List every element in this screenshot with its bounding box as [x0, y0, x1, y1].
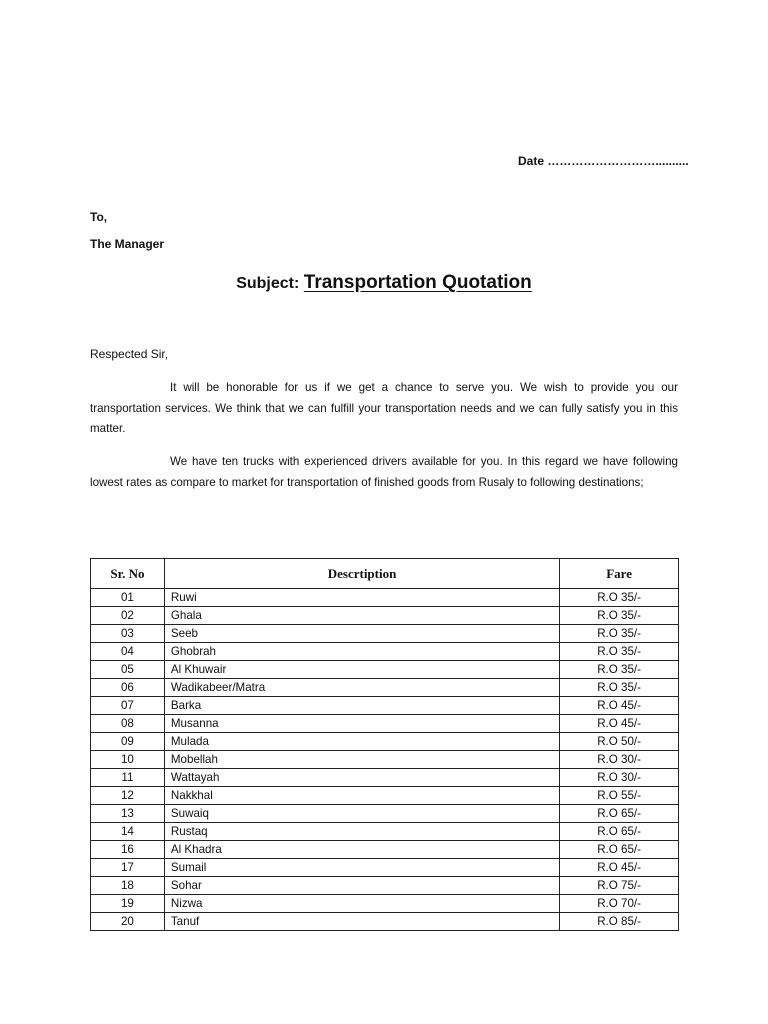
row-fare: R.O 30/-: [560, 751, 679, 769]
row-sr-no: 16: [91, 841, 165, 859]
table-row: [91, 751, 679, 769]
row-sr-no: 17: [91, 859, 165, 877]
table-row: [91, 715, 679, 733]
table-row: [91, 895, 679, 913]
row-sr-no: 07: [91, 697, 165, 715]
table-row: [91, 625, 679, 643]
table-row: [91, 859, 679, 877]
header-sr-no: Sr. No: [91, 559, 165, 589]
row-destination: Suwaiq: [164, 805, 559, 823]
row-destination: Mobellah: [164, 751, 559, 769]
row-destination: Ghobrah: [164, 643, 559, 661]
row-sr-no: 13: [91, 805, 165, 823]
row-fare: R.O 35/-: [560, 679, 679, 697]
row-fare: R.O 45/-: [560, 715, 679, 733]
row-fare: R.O 35/-: [560, 643, 679, 661]
row-sr-no: 20: [91, 913, 165, 931]
table-row: [91, 697, 679, 715]
row-fare: R.O 35/-: [560, 589, 679, 607]
row-destination: Wadikabeer/Matra: [164, 679, 559, 697]
row-destination: Nizwa: [164, 895, 559, 913]
table-row: [91, 661, 679, 679]
table-row: [91, 823, 679, 841]
recipient: The Manager: [90, 237, 165, 251]
table-row: [91, 679, 679, 697]
row-destination: Al Khadra: [164, 841, 559, 859]
row-sr-no: 03: [91, 625, 165, 643]
salutation: Respected Sir,: [90, 347, 169, 361]
row-fare: R.O 50/-: [560, 733, 679, 751]
table-row: [91, 805, 679, 823]
row-sr-no: 10: [91, 751, 165, 769]
row-destination: Sohar: [164, 877, 559, 895]
row-destination: Seeb: [164, 625, 559, 643]
subject-line: [0, 272, 768, 294]
row-sr-no: 08: [91, 715, 165, 733]
address-to: To,: [90, 210, 108, 224]
row-sr-no: 11: [91, 769, 165, 787]
table-row: [91, 643, 679, 661]
table-row: [91, 769, 679, 787]
subject-title: Transportation Quotation: [303, 272, 532, 293]
row-fare: R.O 65/-: [560, 841, 679, 859]
row-destination: Musanna: [164, 715, 559, 733]
row-fare: R.O 35/-: [560, 661, 679, 679]
table-row: [91, 787, 679, 805]
subject-label: Subject:: [236, 275, 300, 292]
table-row: [91, 913, 679, 931]
row-destination: Wattayah: [164, 769, 559, 787]
row-destination: Ghala: [164, 607, 559, 625]
table-row: [91, 733, 679, 751]
row-fare: R.O 45/-: [560, 697, 679, 715]
date-line: Date ………………………..........: [518, 154, 689, 168]
row-destination: Nakkhal: [164, 787, 559, 805]
table-row: [91, 589, 679, 607]
paragraph-intro: It will be honorable for us if we get a chance to serve you. We wish to provide you our transportation services. We think that we can fulfill your transportation needs and we can fully satisfy you in this matter.: [90, 381, 678, 435]
row-fare: R.O 55/-: [560, 787, 679, 805]
header-description: Descrtiption: [164, 559, 559, 589]
row-sr-no: 04: [91, 643, 165, 661]
row-destination: Ruwi: [164, 589, 559, 607]
row-sr-no: 18: [91, 877, 165, 895]
row-destination: Mulada: [164, 733, 559, 751]
row-fare: R.O 65/-: [560, 805, 679, 823]
row-destination: Sumail: [164, 859, 559, 877]
row-fare: R.O 70/-: [560, 895, 679, 913]
row-fare: R.O 35/-: [560, 625, 679, 643]
row-fare: R.O 35/-: [560, 607, 679, 625]
row-sr-no: 01: [91, 589, 165, 607]
header-fare: Fare: [560, 559, 679, 589]
table-row: [91, 841, 679, 859]
row-sr-no: 05: [91, 661, 165, 679]
row-fare: R.O 65/-: [560, 823, 679, 841]
row-sr-no: 02: [91, 607, 165, 625]
row-sr-no: 09: [91, 733, 165, 751]
table-row: [91, 877, 679, 895]
row-destination: Rustaq: [164, 823, 559, 841]
rates-table: [90, 558, 679, 931]
row-destination: Barka: [164, 697, 559, 715]
row-destination: Tanuf: [164, 913, 559, 931]
paragraph-rates: We have ten trucks with experienced drivers available for you. In this regard we have following lowest rates as compare to market for transportation of finished goods from Rusaly to following destinations;: [90, 455, 678, 489]
table-header-row: [91, 559, 679, 589]
row-sr-no: 19: [91, 895, 165, 913]
row-fare: R.O 30/-: [560, 769, 679, 787]
row-fare: R.O 75/-: [560, 877, 679, 895]
row-sr-no: 14: [91, 823, 165, 841]
row-sr-no: 06: [91, 679, 165, 697]
row-sr-no: 12: [91, 787, 165, 805]
row-destination: Al Khuwair: [164, 661, 559, 679]
row-fare: R.O 85/-: [560, 913, 679, 931]
row-fare: R.O 45/-: [560, 859, 679, 877]
table-row: [91, 607, 679, 625]
